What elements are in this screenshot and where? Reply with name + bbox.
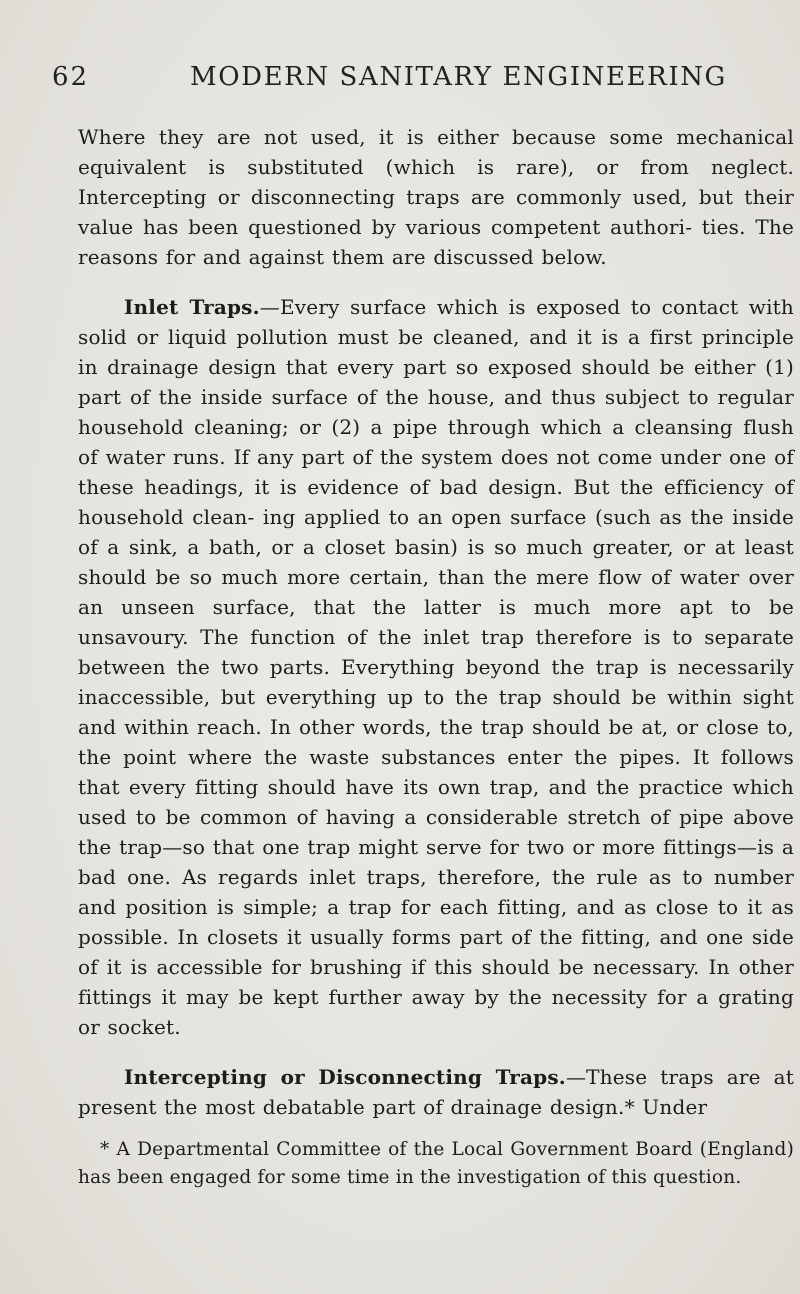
running-head bbox=[52, 62, 780, 102]
section-heading-intercepting-traps: Intercepting or Disconnecting Traps. bbox=[124, 1065, 566, 1089]
paragraph-inlet-traps-text: —Every surface which is exposed to contact with solid or liquid pollution must be cleaned, and it is a first principle in drainage design that every part so exposed should be either (1) part of the inside surface of the house, and thus subject to regular household cleaning; or (2) a pipe through which a cleansing flush of water runs. If any part of the system does not come under one of these headings, it is evidence of bad design. But the efficiency of household clean- ing applied to an open surface (such as the inside of a sink, a bath, or a closet basin) is so much greater, or at least should be so much more certain, than the mere flow of water over an unseen surface, that the latter is much more apt to be unsavoury. The function of the inlet trap therefore is to separate between the two parts. Everything beyond the trap is necessarily inaccessible, but everything up to the trap should be within sight and within reach. In other words, the trap should be at, or close to, the point where the waste substances enter the pipes. It follows that every fitting should have its own trap, and the practice which used to be common of having a considerable stretch of pipe above the trap—so that one trap might serve for two or more fittings—is a bad one. As regards inlet traps, therefore, the rule as to number and position is simple; a trap for each fitting, and as close to it as possible. In closets it usually forms part of the fitting, and one side of it is accessible for brushing if this should be necessary. In other fittings it may be kept further away by the necessity for a grating or socket. bbox=[78, 295, 794, 1039]
paragraph-intercepting-traps bbox=[78, 1062, 794, 1122]
footnote-text: * A Departmental Committee of the Local Government Board (England) has been engaged for some time in the investigation of this question. bbox=[78, 1139, 794, 1188]
paragraph-intercepting-traps-text: —These traps are at present the most debatable part of drainage design.* Under bbox=[78, 1065, 794, 1119]
section-heading-inlet-traps: Inlet Traps. bbox=[124, 295, 260, 319]
paragraph-inlet-traps bbox=[78, 292, 794, 1042]
body-text bbox=[78, 122, 794, 1192]
page-number: 62 bbox=[52, 62, 90, 92]
paragraph-intro bbox=[78, 122, 794, 272]
book-title: MODERN SANITARY ENGINEERING bbox=[190, 62, 727, 92]
footnote bbox=[78, 1136, 794, 1192]
paragraph-intro-text: Where they are not used, it is either because some mechanical equivalent is substituted (which is rare), or from neglect. Intercepting or disconnecting traps are commonly used, but their value has been questioned by various competent authori- ties. The reasons for and against them are discussed below. bbox=[78, 125, 794, 269]
